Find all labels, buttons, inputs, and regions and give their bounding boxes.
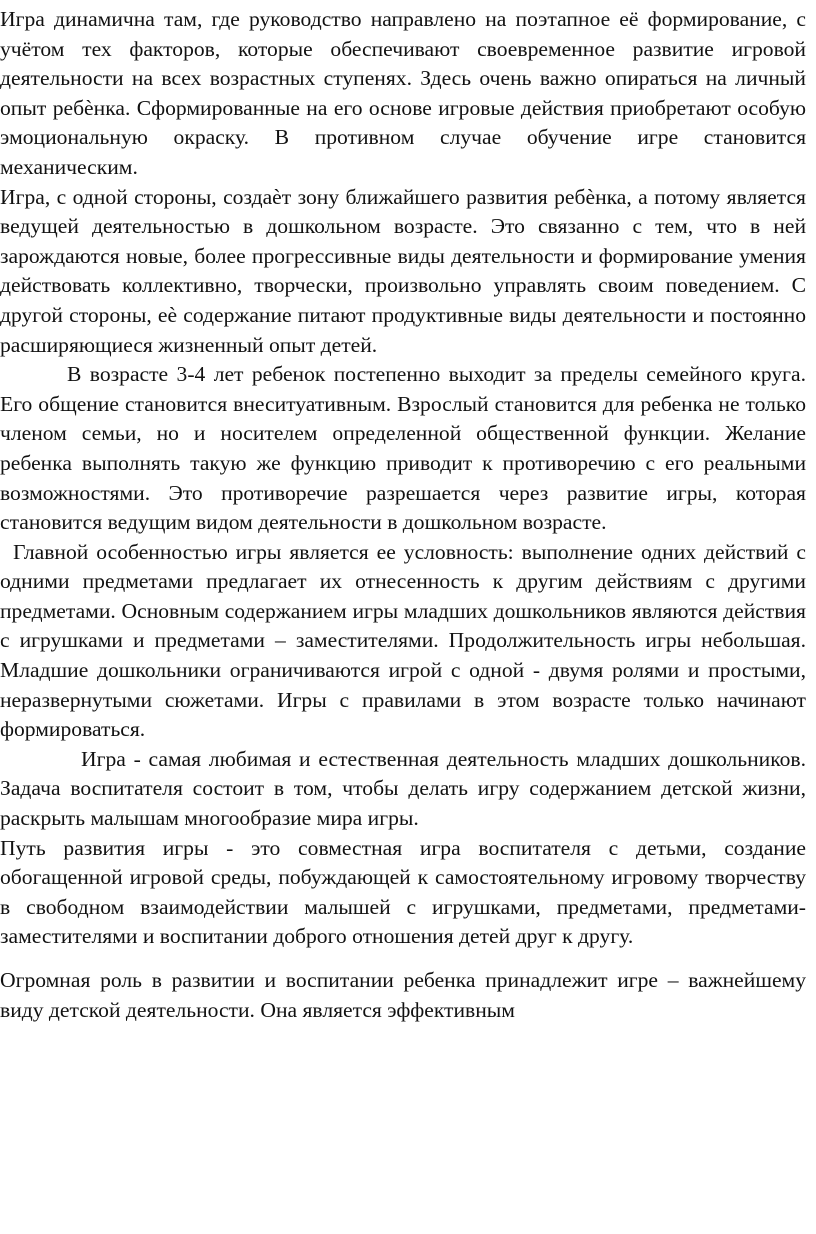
paragraph-1: Игра динамична там, где руководство направлено на поэтапное её формирование, с учётом тех факторов, которые обеспечивают своевременное развитие игровой деятельности на всех возрастных ступенях. Здесь очень важно опираться на личный опыт ребѐнка. Сформированные на его основе игровые действия приобретают особую эмоциональную окраску. В противном случае обучение игре становится механическим. bbox=[0, 7, 806, 179]
paragraph-5: Игра - самая любимая и естественная деятельность младших дошкольников. Задача воспитателя состоит в том, чтобы делать игру содержанием детской жизни, раскрыть малышам многообразие мира игры. bbox=[0, 746, 806, 831]
paragraph-3: В возрасте 3-4 лет ребенок постепенно выходит за пределы семейного круга. Его общение становится внеситуативным. Взрослый становится для ребенка не только членом семьи, но и носителем определенной общественной функции. Желание ребенка выполнять такую же функцию приводит к противоречию с его реальными возможностями. Это противоречие разрешается через развитие игры, которая становится ведущим видом деятельности в дошкольном возрасте. bbox=[0, 362, 806, 535]
paragraph-4: Главной особенностью игры является ее условность: выполнение одних действий с одними предметами предлагает их отнесенность к другим действиям с другими предметами. Основным содержанием игры младших дошкольников являются действия с игрушками и предметами – заместителями. Продолжительность игры небольшая. Младшие дошкольники ограничиваются игрой с одной - двумя ролями и простыми, неразвернутыми сюжетами. Игры с правилами в этом возрасте только начинают формироваться. bbox=[0, 539, 806, 742]
paragraph-7: Огромная роль в развитии и воспитании ребенка принадлежит игре – важнейшему виду детской деятельности. Она является эффективным bbox=[0, 968, 806, 1022]
paragraph-6: Путь развития игры - это совместная игра воспитателя с детьми, создание обогащенной игровой среды, побуждающей к самостоятельному игровому творчеству в свободном взаимодействии малышей с игрушками, предметами, предметами-заместителями и воспитании доброго отношения детей друг к другу. bbox=[0, 835, 806, 949]
paragraph-2: Игра, с одной стороны, создаѐт зону ближайшего развития ребѐнка, а потому является ведущей деятельностью в дошкольном возрасте. Это связанно с тем, что в ней зарождаются новые, более прогрессивные виды деятельности и формирование умения действовать коллективно, творчески, произвольно управлять своим поведением. С другой стороны, еѐ содержание питают продуктивные виды деятельности и постоянно расширяющиеся жизненный опыт детей. bbox=[0, 184, 806, 357]
